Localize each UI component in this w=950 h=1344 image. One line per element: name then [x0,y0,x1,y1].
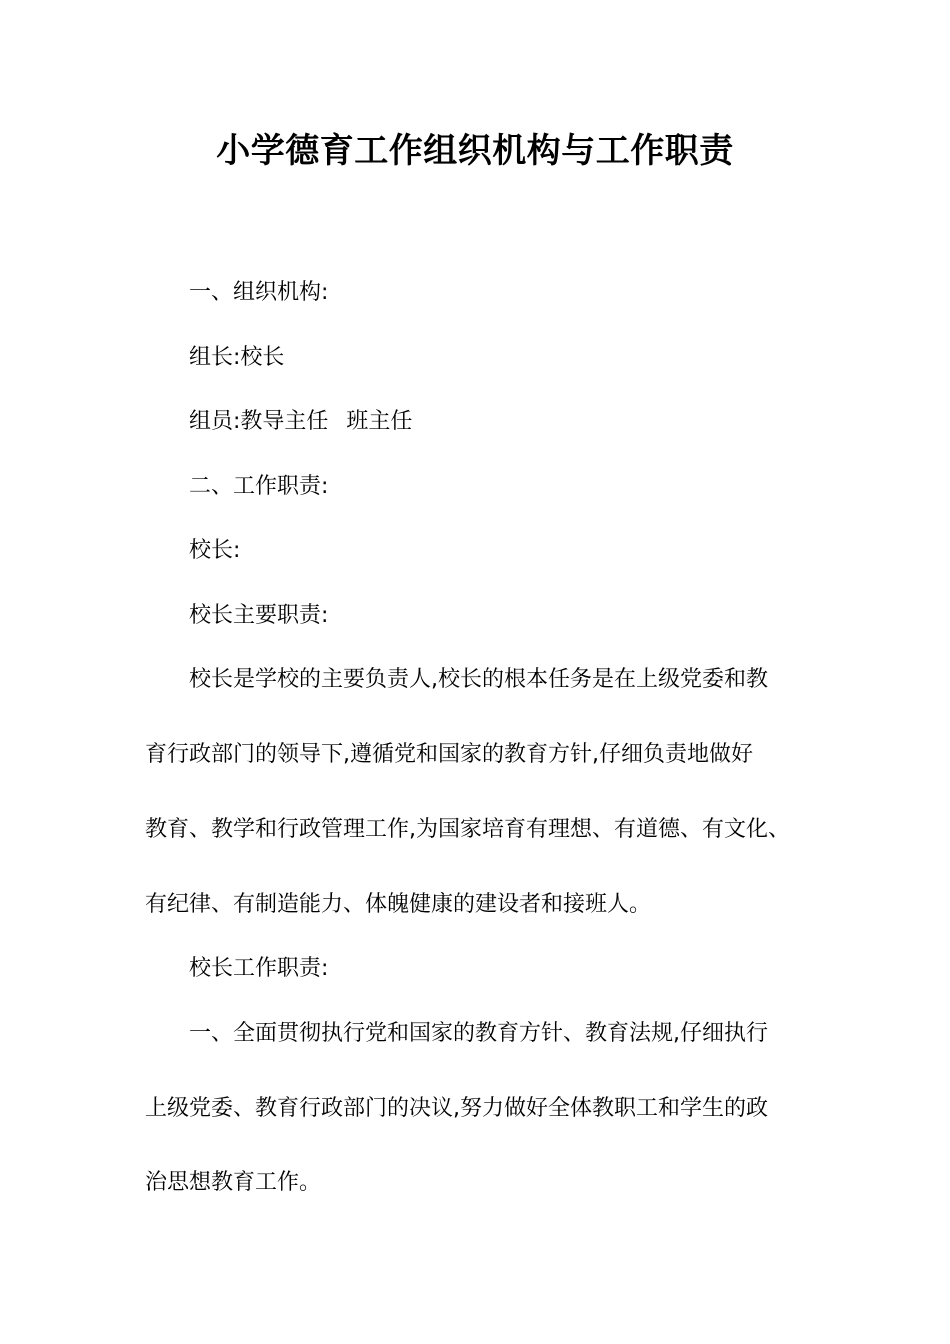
paragraph-1-line-1: 校长是学校的主要负责人,校长的根本任务是在上级党委和教 [189,667,768,692]
paragraph-2-line-2: 上级党委、教育行政部门的决议,努力做好全体教职工和学生的政 [145,1096,768,1121]
paragraph-1-line-2: 育行政部门的领导下,遵循党和国家的教育方针,仔细负责地做好 [145,742,753,767]
document-title: 小学德育工作组织机构与工作职责 [216,131,734,171]
members-line [189,406,412,438]
paragraph-1-line-3: 教育、教学和行政管理工作,为国家培育有理想、有道德、有文化、 [145,817,790,842]
paragraph-2-line-1: 一、全面贯彻执行党和国家的教育方针、教育法规,仔细执行 [189,1021,768,1046]
duty-heading: 二、工作职责: [189,474,329,499]
paragraph-1-line-4: 有纪律、有制造能力、体魄健康的建设者和接班人。 [145,892,652,917]
members-label: 组员:教导主任 [189,409,329,434]
paragraph-2-line-3: 治思想教育工作。 [145,1170,322,1195]
principal-main-duties-heading: 校长主要职责: [189,603,329,628]
leader-line: 组长:校长 [189,345,285,370]
org-heading: 一、组织机构: [189,280,329,305]
principal-heading: 校长: [189,538,241,563]
members-extra: 班主任 [346,409,413,434]
principal-work-duties-heading: 校长工作职责: [189,956,329,981]
